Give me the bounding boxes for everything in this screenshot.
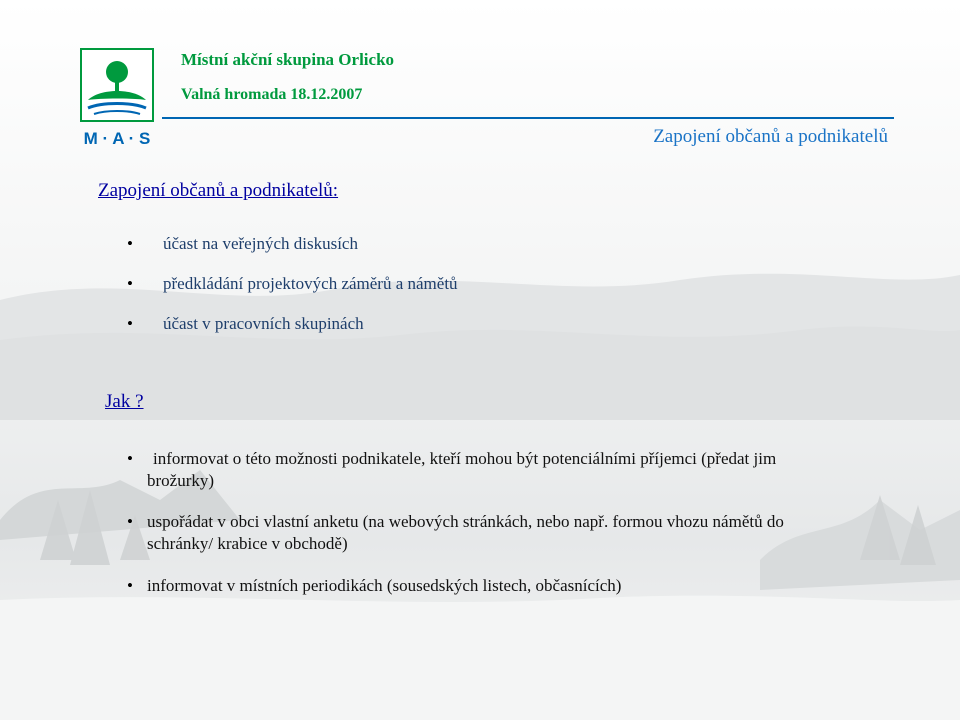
logo-text: M · A · S — [83, 129, 151, 148]
list-item-text: uspořádat v obci vlastní anketu (na webových stránkách, nebo např. formou vhozu námětů do schránky/ krabice v obchodě) — [147, 512, 784, 553]
list-item-text: předkládání projektových záměrů a námětů — [163, 274, 458, 293]
slide-heading: Zapojení občanů a podnikatelů: — [98, 180, 339, 201]
list-item-text: účast na veřejných diskusích — [163, 234, 358, 253]
list-item-text: účast v pracovních skupinách — [163, 314, 364, 333]
how-heading: Jak ? — [105, 391, 144, 412]
header-divider — [162, 117, 894, 119]
organization-name: Místní akční skupina Orlicko — [181, 50, 395, 69]
list-item-text: informovat v místních periodikách (sousedských listech, občasnících) — [147, 576, 622, 595]
meeting-date: Valná hromada 18.12.2007 — [181, 86, 363, 103]
list-item-text: informovat o této možnosti podnikatele, kteří mohou být potenciálními příjemci (předat jim brožurky) — [147, 449, 777, 490]
mas-logo — [80, 48, 154, 148]
slide-corner-title: Zapojení občanů a podnikatelů — [653, 126, 888, 147]
